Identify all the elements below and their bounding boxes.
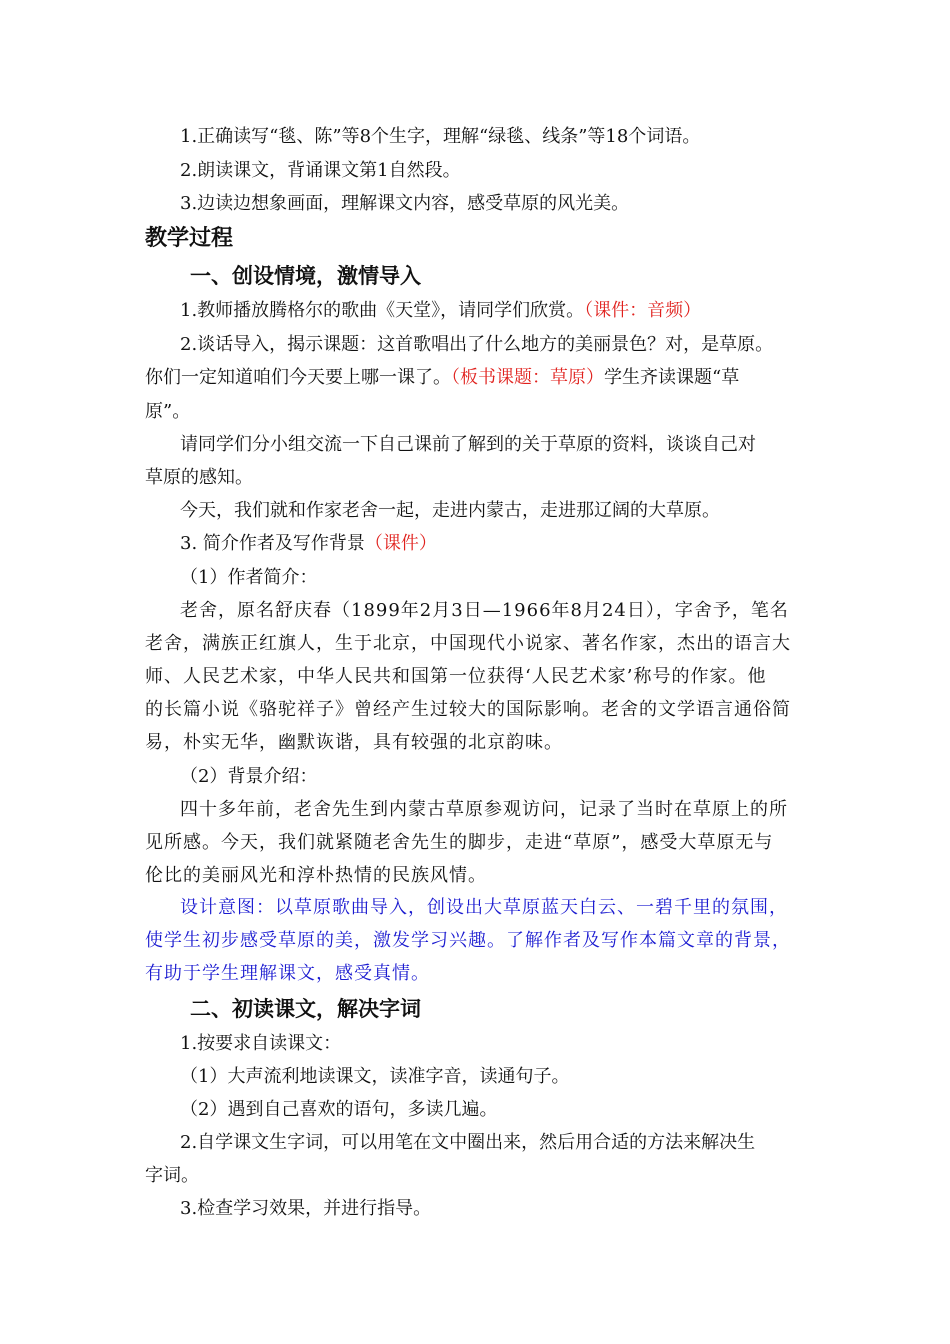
s1-p2-line2-a: 你们一定知道咱们今天要上哪一课了。 (145, 367, 451, 388)
s1-p2-line1: 2.谈话导入，揭示课题：这首歌唱出了什么地方的美丽景色？对，是草原。 (180, 334, 774, 355)
author-label: （1）作者简介： (180, 567, 318, 588)
background-line-2: 见所感。今天，我们就紧随老舍先生的脚步，走进“草原”，感受大草原无与 (145, 832, 774, 853)
objective-2: 2.朗读课文，背诵课文第1自然段。 (180, 160, 461, 181)
objective-1: 1.正确读写“毯、陈”等8个生字，理解“绿毯、线条”等18个词语。 (180, 126, 701, 147)
s2-p1: 1.按要求自读课文： (180, 1033, 342, 1054)
section2-heading: 二、初读课文，解决字词 (190, 997, 421, 1021)
process-heading: 教学过程 (145, 226, 234, 251)
author-line-4: 的长篇小说《骆驼祥子》曾经产生过较大的国际影响。老舍的文学语言通俗简 (145, 699, 791, 720)
author-line-1: 老舍，原名舒庆春（1899年2月3日—1966年8月24日），字舍予，笔名 (180, 600, 789, 621)
s2-p1a: （1）大声流利地读课文，读准字音，读通句子。 (180, 1066, 570, 1087)
author-line-5: 易，朴实无华，幽默诙谐，具有较强的北京韵味。 (145, 732, 563, 753)
s1-p5 (180, 527, 810, 561)
s1-p5-note: （课件） (364, 533, 437, 554)
s1-p5-text: 3. 简介作者及写作背景 (180, 533, 365, 554)
design-line-2: 使学生初步感受草原的美，激发学习兴趣。了解作者及写作本篇文章的背景， (145, 930, 791, 951)
s1-p3-line1: 请同学们分小组交流一下自己课前了解到的关于草原的资料，谈谈自己对 (180, 434, 756, 455)
s1-p1-text: 1.教师播放腾格尔的歌曲《天堂》，请同学们欣赏。 (180, 300, 585, 321)
objective-3: 3.边读边想象画面，理解课文内容，感受草原的风光美。 (180, 193, 630, 214)
author-line-3: 师、人民艺术家，中华人民共和国第一位获得‘人民艺术家’称号的作家。他 (145, 666, 767, 687)
s2-p2-line1: 2.自学课文生字词，可以用笔在文中圈出来，然后用合适的方法来解决生 (180, 1132, 756, 1153)
background-label: （2）背景介绍： (180, 766, 318, 787)
s1-paragraph-1 (180, 294, 810, 328)
s1-p2-line2 (145, 361, 810, 395)
design-line-1: 设计意图：以草原歌曲导入，创设出大草原蓝天白云、一碧千里的氛围， (180, 897, 788, 918)
s1-p4: 今天，我们就和作家老舍一起，走进内蒙古，走进那辽阔的大草原。 (180, 500, 720, 521)
background-line-1: 四十多年前，老舍先生到内蒙古草原参观访问，记录了当时在草原上的所 (180, 799, 788, 820)
s1-p2-board-note: （板书课题：草原） (451, 367, 604, 388)
s1-p2-line3: 原”。 (145, 401, 191, 422)
s2-p1b: （2）遇到自己喜欢的语句，多读几遍。 (180, 1099, 498, 1120)
design-line-3: 有助于学生理解课文，感受真情。 (145, 963, 430, 984)
s1-p3-line2: 草原的感知。 (145, 467, 253, 488)
s1-p2-line2-b: 学生齐读课题“草 (604, 367, 740, 388)
s2-p3: 3.检查学习效果，并进行指导。 (180, 1198, 432, 1219)
s1-p1-note: （课件：音频） (584, 300, 702, 321)
section1-heading: 一、创设情境，激情导入 (190, 264, 421, 288)
s2-p2-line2: 字词。 (145, 1165, 199, 1186)
author-line-2: 老舍，满族正红旗人，生于北京，中国现代小说家、著名作家，杰出的语言大 (145, 633, 791, 654)
background-line-3: 伦比的美丽风光和淳朴热情的民族风情。 (145, 865, 487, 886)
